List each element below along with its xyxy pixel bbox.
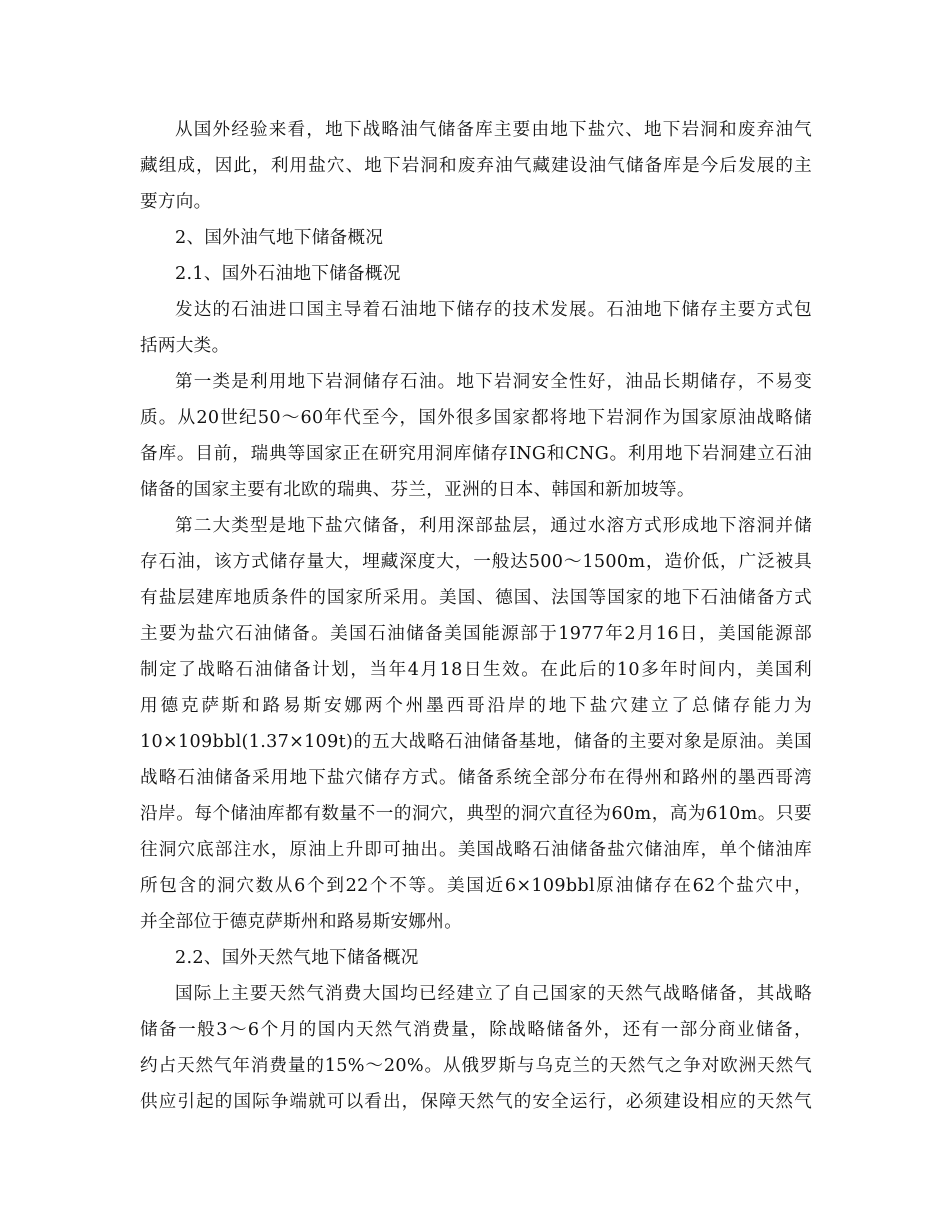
paragraph-line: 并全部位于德克萨斯州和路易斯安娜州。 xyxy=(140,912,463,932)
paragraph-line: 往洞穴底部注水，原油上升即可抽出。美国战略石油储备盐穴储油库，单个储油库 xyxy=(140,840,812,860)
paragraph-line: 质。从20世纪50～60年代至今，国外很多国家都将地下岩洞作为国家原油战略储 xyxy=(140,408,812,428)
paragraph-line: 藏组成，因此，利用盐穴、地下岩洞和废弃油气藏建设油气储备库是今后发展的主 xyxy=(140,156,812,176)
paragraph-line: 沿岸。每个储油库都有数量不一的洞穴，典型的洞穴直径为60m，高为610m。只要 xyxy=(140,804,812,824)
paragraph-line: 用德克萨斯和路易斯安娜两个州墨西哥沿岸的地下盐穴建立了总储存能力为 xyxy=(140,696,812,716)
paragraph-line: 要方向。 xyxy=(140,192,212,212)
paragraph-line: 有盐层建库地质条件的国家所采用。美国、德国、法国等国家的地下石油储备方式 xyxy=(140,588,812,608)
paragraph-line: 发达的石油进口国主导着石油地下储存的技术发展。石油地下储存主要方式包 xyxy=(175,300,812,320)
paragraph-line: 制定了战略石油储备计划，当年4月18日生效。在此后的10多年时间内，美国利 xyxy=(140,660,812,680)
paragraph-line: 国际上主要天然气消费大国均已经建立了自己国家的天然气战略储备，其战略 xyxy=(175,984,812,1004)
paragraph-line: 储备一般3～6个月的国内天然气消费量，除战略储备外，还有一部分商业储备， xyxy=(140,1020,812,1040)
subsection-heading: 2.2、国外天然气地下储备概况 xyxy=(175,948,419,968)
paragraph-line: 储备的国家主要有北欧的瑞典、芬兰，亚洲的日本、韩国和新加坡等。 xyxy=(140,480,695,500)
paragraph-line: 供应引起的国际争端就可以看出，保障天然气的安全运行，必须建设相应的天然气 xyxy=(140,1092,812,1112)
paragraph-line: 存石油，该方式储存量大，埋藏深度大，一般达500～1500m，造价低，广泛被具 xyxy=(140,552,812,572)
paragraph-line: 所包含的洞穴数从6个到22个不等。美国近6×109bbl原油储存在62个盐穴中， xyxy=(140,876,812,896)
section-heading: 2、国外油气地下储备概况 xyxy=(175,228,384,248)
paragraph-line: 战略石油储备采用地下盐穴储存方式。储备系统全部分布在得州和路州的墨西哥湾 xyxy=(140,768,812,788)
paragraph-line: 第二大类型是地下盐穴储备，利用深部盐层，通过水溶方式形成地下溶洞并储 xyxy=(175,516,812,536)
paragraph-line: 第一类是利用地下岩洞储存石油。地下岩洞安全性好，油品长期储存，不易变 xyxy=(175,372,812,392)
paragraph-line: 约占天然气年消费量的15%～20%。从俄罗斯与乌克兰的天然气之争对欧洲天然气 xyxy=(140,1056,812,1076)
paragraph-line: 主要为盐穴石油储备。美国石油储备美国能源部于1977年2月16日，美国能源部 xyxy=(140,624,812,644)
paragraph-line: 10×109bbl(1.37×109t)的五大战略石油储备基地，储备的主要对象是原油。美国 xyxy=(140,732,812,752)
paragraph-line: 备库。目前，瑞典等国家正在研究用洞库储存ING和CNG。利用地下岩洞建立石油 xyxy=(140,444,812,464)
paragraph-line: 从国外经验来看，地下战略油气储备库主要由地下盐穴、地下岩洞和废弃油气 xyxy=(175,120,812,140)
paragraph-line: 括两大类。 xyxy=(140,336,230,356)
subsection-heading: 2.1、国外石油地下储备概况 xyxy=(175,264,401,284)
